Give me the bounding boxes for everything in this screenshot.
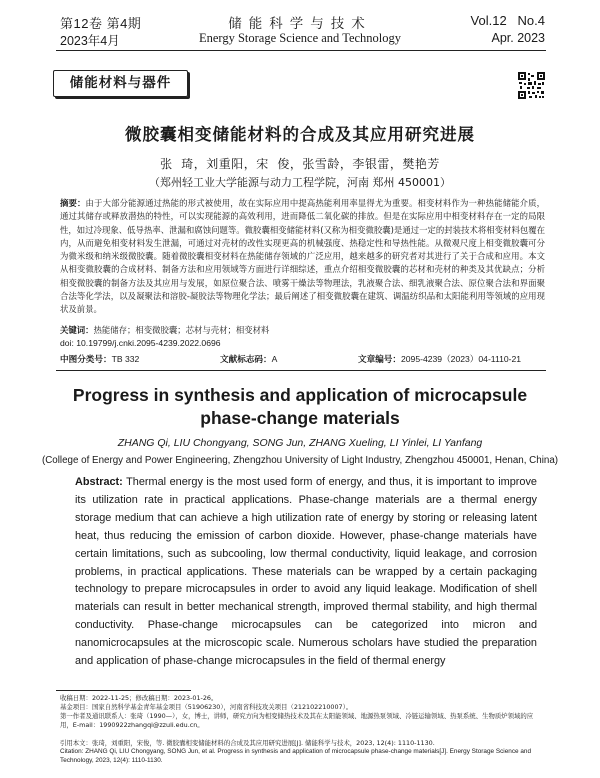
abstract-cn-text: 由于大部分能源通过热能的形式被使用，故在实际应用中提高热能利用率显得尤为重要。相变材料作为一种热能储能介质，通过其储存或释放潜热的特性，可以实现能源的高效利用，进而降低二氧化碳的排放。但是在实际应用中相变材料存在一定的局限性，如过冷现象、低导热率、泄漏和腐蚀问题等。微胶囊相变储能材料(又称为相变微胶囊)是通过一定的封装技术将相变材料包覆在内，从而避免相变材料发生泄漏，可通过对壳材的改性实现更高的机械强度、热稳定性和导热性能。从微观尺度上相变微胶囊可分为微米级和纳米级微胶囊。随着微胶囊相变材料在热能储存领域的广泛应用，越来越多的研究者对其进行了关于合成和应用。本文从相变微胶囊的合成材料、制备方法和应用领域等方面进行详细综述，重点介绍相变微胶囊的芯材和壳材的种类及其优缺点；分析相变微胶囊的制备方法及其应用与发展，如原位聚合法、喷雾干燥法等物理法，乳液聚合法、细乳液聚合法、原位聚合法和界面聚合法等化学法，以及凝聚法和溶胶-凝胶法等物理化学法；最后阐述了相变微胶囊在建筑、调温纺织品和太阳能利用等领域的应用现状及前景。 — [60, 198, 546, 315]
meta-divider — [56, 370, 546, 371]
paper-title-cn: 微胶囊相变储能材料的合成及其应用研究进展 — [125, 125, 475, 144]
header-date-en: Apr. 2023 — [491, 31, 545, 45]
footnote-author: 第一作者及通讯联系人：张琦（1990—），女，博士，讲师，研究方向为相变储热技术及其在太阳能领域、地源热泵领域、冷链运输领域、热泵系统、生物质炉领域的应用，E-mail：1990922zhangqi@zzuli.edu.cn。 — [60, 712, 534, 729]
header-volume-en: Vol.12 No.4 — [470, 13, 545, 28]
footnote-cite-cn: 引用本文：张琦，刘重阳，宋俊，等. 微胶囊相变储能材料的合成及其应用研究进展[J]. 储能科学与技术，2023, 12(4): 1110-1130. — [60, 739, 435, 747]
affiliation-en: (College of Energy and Power Engineering, Zhengzhou University of Light Industry, Zhengzhou 450001, Henan, China) — [41, 455, 559, 466]
qr-code-icon — [518, 72, 545, 99]
footnote-received: 收稿日期：2022-11-25；修改稿日期：2023-01-26。 — [60, 694, 218, 702]
abstract-cn — [60, 197, 545, 317]
article-no-field — [358, 353, 521, 365]
doc-code-field — [220, 353, 277, 365]
article-no-label: 文章编号： — [358, 355, 401, 365]
column-label: 储能材料与器件 — [69, 75, 172, 91]
authors-en: ZHANG Qi, LIU Chongyang, SONG Jun, ZHANG Xueling, LI Yinlei, LI Yanfang — [117, 437, 483, 449]
abstract-cn-label: 摘要： — [60, 198, 86, 208]
keywords-cn-label: 关键词： — [60, 325, 94, 335]
keywords-cn — [60, 324, 545, 336]
header-date-cn: 2023年4月 — [60, 34, 120, 48]
footnote-cite-en: Citation: ZHANG Qi, LIU Chongyang, SONG Jun, et al. Progress in synthesis and application of microcapsule phase-change materials[J]. Energy Storage Science and Technology, 2023, 12(4): 1110-1130. — [60, 748, 532, 764]
doc-code-label: 文献标志码： — [220, 355, 272, 365]
affiliation-cn: （郑州轻工业大学能源与动力工程学院，河南 郑州 450001） — [149, 176, 451, 189]
abstract-en-text: Thermal energy is the most used form of energy, and thus, it is important to improve its utilization rate in practical applications. Phase-change materials are a thermal energy storage medium that can achieve a high utilization rate of energy by storing or releasing latent heat, thus reducing the emission of carbon dioxide. However, phase-change materials have certain limitations, such as subcooling, low thermal conductivity, liquid leakage, and corrosion problems, in practical applications. These materials can be wrapped by a certain packaging technology to prepare microcapsules in order to avoid any liquid leakage. Modification of shell materials can result in better mechanical strength, improved thermal stability, and high thermal conductivity. Phase-change microcapsules can be categorized into micron and nanomicrocapsules at the microscopic scale. Numerous scholars have studied the preparation and application of phase-change microcapsules in the field of thermal energy — [75, 476, 537, 668]
authors-cn: 张 琦，刘重阳，宋 俊，张雪龄，李银雷，樊艳芳 — [160, 157, 440, 171]
clc-field — [60, 353, 139, 365]
header-journal-cn: 储能科学与技术 — [228, 16, 372, 32]
keywords-cn-text: 热能储存；相变微胶囊；芯材与壳材；相变材料 — [93, 325, 270, 335]
header-divider — [56, 50, 546, 51]
paper-title-en: Progress in synthesis and application of microcapsule phase-change materials — [72, 385, 528, 428]
header-volume-cn: 第12卷 第4期 — [60, 16, 142, 31]
footnote-divider — [56, 690, 191, 691]
doi[interactable]: doi: 10.19799/j.cnki.2095-4239.2022.0696 — [60, 338, 221, 348]
column-label-box — [53, 70, 188, 97]
clc-value: TB 332 — [111, 354, 140, 364]
article-no-value: 2095-4239（2023）04-1110-21 — [400, 354, 522, 364]
abstract-en-label: Abstract: — [75, 476, 123, 488]
footnote-fund: 基金项目：国家自然科学基金青年基金项目（51906230），河南省科技攻关项目（212102210007）。 — [60, 703, 353, 711]
clc-label: 中图分类号： — [60, 355, 112, 365]
header-journal-en: Energy Storage Science and Technology — [198, 31, 402, 45]
doc-code-value: A — [271, 354, 278, 364]
abstract-en — [75, 474, 537, 671]
